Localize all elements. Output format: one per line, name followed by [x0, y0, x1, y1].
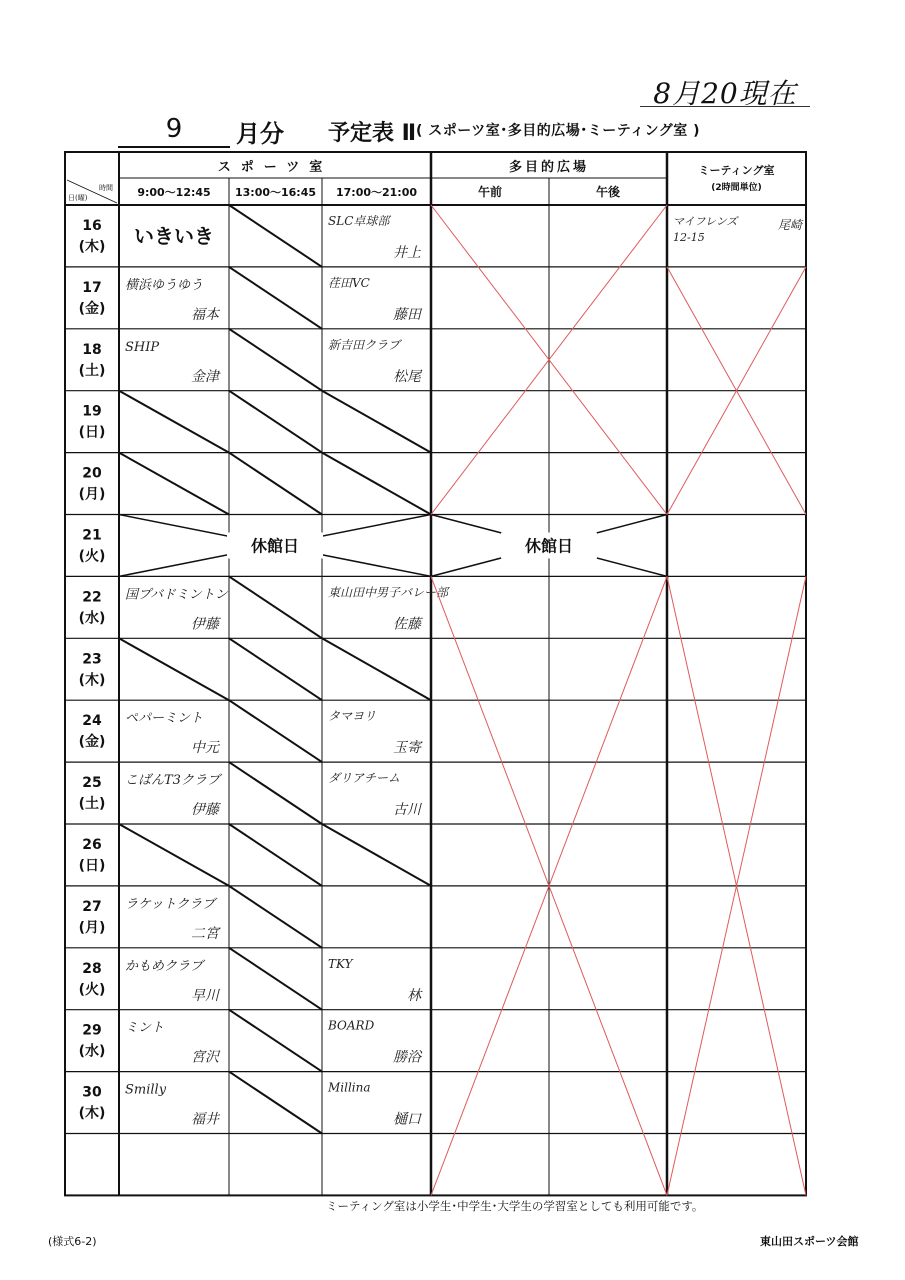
header-sports: スポーツ室 — [217, 160, 333, 175]
booking-contact: 伊藤 — [191, 616, 219, 633]
corner-day: 日(曜) — [68, 194, 88, 202]
empty-slot-slash — [229, 329, 322, 391]
row-date: 25 — [82, 775, 102, 792]
booking-name: ペパーミント — [125, 711, 204, 727]
row-date: 22 — [82, 589, 102, 606]
booking-name: 東山田中男子バレー部 — [328, 585, 449, 600]
empty-slot-slash — [229, 453, 322, 515]
booking-contact: 伊藤 — [191, 802, 219, 819]
booking-contact: 福本 — [191, 306, 219, 323]
empty-slot-slash — [119, 824, 229, 886]
empty-slot-slash — [229, 576, 322, 638]
booking-name: TKY — [328, 956, 353, 971]
row-dow: (日) — [78, 858, 106, 874]
row-date: 20 — [82, 465, 102, 482]
row-date: 27 — [82, 898, 102, 915]
empty-slot-slash — [229, 205, 322, 267]
empty-slot-slash — [229, 948, 322, 1010]
row-dow: (土) — [78, 796, 106, 813]
booking-name: BOARD — [328, 1018, 375, 1033]
booking-contact: 早川 — [191, 987, 219, 1004]
empty-slot-slash — [322, 453, 431, 515]
row-date: 28 — [82, 960, 102, 977]
as-of-date: 8月20現在 — [640, 72, 810, 107]
empty-slot-slash — [322, 638, 431, 700]
empty-slot-slash — [119, 453, 229, 515]
row-dow: (水) — [78, 610, 106, 627]
booking-contact: 中元 — [191, 740, 219, 757]
footer-note: ミーティング室は小学生･中学生･大学生の学習室としても利用可能です。 — [326, 1199, 704, 1213]
meeting-contact: 尾崎 — [777, 218, 802, 232]
empty-slot-slash — [229, 267, 322, 329]
row-dow: (月) — [78, 919, 106, 936]
row-date: 16 — [82, 218, 102, 234]
booking-name: 国プバドミントン — [125, 587, 228, 603]
empty-slot-slash — [229, 762, 322, 824]
empty-slot-slash — [322, 824, 431, 886]
closed-label-plaza: 休館日 — [524, 536, 574, 556]
booking-name: かもめクラブ — [125, 958, 204, 974]
closed-label-sports: 休館日 — [250, 536, 300, 556]
header-slot-1: 13:00～16:45 — [234, 186, 317, 199]
empty-slot-slash — [229, 886, 322, 948]
row-dow: (木) — [78, 239, 106, 255]
schedule-title: 予定表 Ⅱ — [328, 121, 417, 146]
row-date: 18 — [82, 341, 102, 358]
row-date: 26 — [82, 837, 102, 853]
row-dow: (木) — [78, 1105, 106, 1122]
row-date: 23 — [82, 651, 102, 668]
booking-contact: 玉寄 — [393, 740, 421, 757]
row-date: 24 — [82, 713, 102, 730]
row-dow: (日) — [78, 424, 106, 441]
header-plaza-slot-0: 午前 — [477, 185, 503, 199]
booking-name: タマヨリ — [328, 709, 377, 724]
empty-slot-slash — [322, 391, 431, 453]
booking-contact: 福井 — [191, 1111, 219, 1128]
row-dow: (金) — [78, 300, 106, 317]
month-suffix: 月分 — [236, 120, 284, 148]
booking-name: ラケットクラブ — [125, 896, 216, 912]
booking-name: いきいき — [134, 224, 214, 248]
booking-contact: 藤田 — [393, 306, 421, 323]
row-date: 19 — [82, 403, 102, 420]
booking-name: SHIP — [125, 339, 160, 355]
booking-contact: 井上 — [393, 245, 421, 261]
header-slot-2: 17:00～21:00 — [335, 186, 418, 199]
row-dow: (月) — [78, 486, 106, 503]
empty-slot-slash — [229, 824, 322, 886]
header-slot-0: 9:00～12:45 — [137, 186, 211, 199]
booking-name: ダリアチーム — [328, 771, 401, 786]
row-dow: (木) — [78, 672, 106, 689]
form-number: (様式6-2) — [48, 1235, 97, 1248]
table-frame — [65, 152, 806, 1195]
row-dow: (火) — [78, 548, 106, 565]
empty-slot-slash — [119, 638, 229, 700]
booking-contact: 勝浴 — [393, 1049, 421, 1066]
booking-contact: 林 — [407, 987, 421, 1004]
booking-contact: 宮沢 — [191, 1049, 219, 1066]
row-date: 21 — [82, 527, 102, 544]
meeting-booking: マイフレンズ — [673, 215, 738, 228]
booking-contact: 佐藤 — [393, 616, 421, 633]
empty-slot-slash — [229, 700, 322, 762]
empty-slot-slash — [229, 638, 322, 700]
row-date: 29 — [82, 1022, 102, 1039]
booking-contact: 二宮 — [191, 925, 219, 942]
corner-time: 時間 — [99, 184, 113, 192]
row-date: 17 — [82, 279, 102, 296]
empty-slot-slash — [119, 391, 229, 453]
month-number: 9 — [118, 112, 230, 148]
header-plaza-slot-1: 午後 — [595, 185, 621, 199]
row-date: 30 — [82, 1084, 102, 1101]
row-dow: (水) — [78, 1043, 106, 1060]
booking-name: こばんT3クラブ — [125, 773, 220, 789]
booking-name: 横浜ゆうゆう — [125, 277, 204, 293]
empty-slot-slash — [229, 1010, 322, 1072]
booking-name: ミント — [125, 1020, 165, 1036]
header-plaza: 多目的広場 — [508, 160, 590, 175]
header-meeting-unit: (2時間単位) — [711, 183, 762, 193]
empty-slot-slash — [229, 391, 322, 453]
row-dow: (金) — [78, 734, 106, 751]
booking-name: Smilly — [125, 1082, 167, 1098]
booking-name: Millina — [328, 1080, 371, 1095]
booking-contact: 樋口 — [393, 1111, 421, 1128]
empty-slot-slash — [229, 1072, 322, 1134]
header-meeting: ミーティング室 — [698, 164, 775, 177]
booking-contact: 古川 — [393, 802, 421, 819]
schedule-subtitle: ( スポーツ室･多目的広場･ミーティング室 ) — [416, 123, 701, 139]
booking-name: 荏田VC — [328, 275, 370, 290]
meeting-booking-time: 12-15 — [673, 231, 705, 244]
booking-contact: 金津 — [191, 368, 219, 385]
booking-contact: 松尾 — [393, 368, 421, 385]
facility-name: 東山田スポーツ会館 — [760, 1235, 859, 1248]
row-dow: (火) — [78, 981, 106, 998]
booking-name: 新吉田クラブ — [328, 337, 401, 352]
booking-name: SLC卓球部 — [328, 214, 390, 228]
row-dow: (土) — [78, 362, 106, 379]
